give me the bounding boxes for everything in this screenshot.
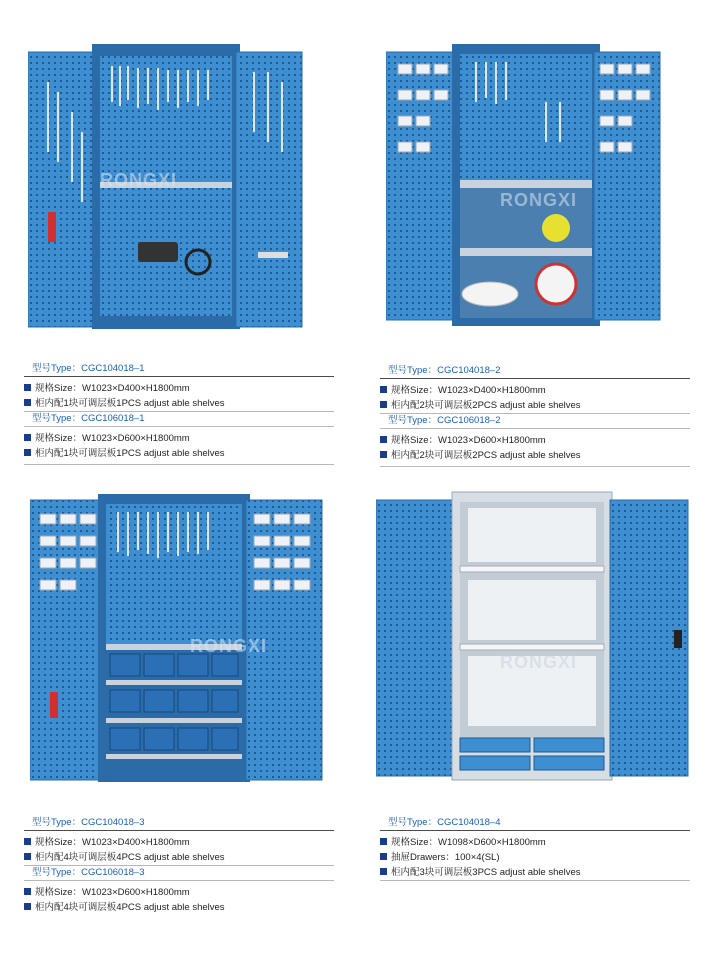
spec-shelves: 柜内配3块可调层板3PCS adjust able shelves	[380, 865, 690, 880]
bullet-icon	[24, 903, 31, 910]
bullet-icon	[24, 399, 31, 406]
bullet-icon	[24, 449, 31, 456]
divider	[24, 464, 334, 465]
spec-shelves: 柜内配2块可调层板2PCS adjust able shelves	[380, 448, 690, 463]
spec-shelves: 柜内配2块可调层板2PCS adjust able shelves	[380, 398, 690, 413]
bullet-icon	[380, 386, 387, 393]
model-label: 型号Type：CGC106018–1	[32, 413, 145, 424]
watermark-logo: RONGXI	[190, 636, 268, 656]
cabinet-image-2	[386, 42, 666, 327]
product-info-2	[380, 364, 690, 467]
bullet-icon	[380, 436, 387, 443]
spec-size: 规格Size：W1098×D600×H1800mm	[380, 835, 690, 850]
bullet-icon	[24, 838, 31, 845]
watermark-logo: RONGXI	[100, 170, 178, 190]
model-label: 型号Type：CGC104018–4	[388, 817, 501, 828]
bullet-icon	[380, 838, 387, 845]
spec-size: 规格Size：W1023×D400×H1800mm	[24, 381, 334, 396]
model-label: 型号Type：CGC104018–1	[32, 363, 145, 374]
bullet-icon	[380, 451, 387, 458]
divider	[380, 466, 690, 467]
bullet-icon	[24, 434, 31, 441]
model-label: 型号Type：CGC106018–2	[388, 415, 501, 426]
model-label: 型号Type：CGC104018–3	[32, 817, 145, 828]
spec-size: 规格Size：W1023×D400×H1800mm	[380, 383, 690, 398]
spec-shelves: 柜内配1块可调层板1PCS adjust able shelves	[24, 396, 334, 411]
bullet-icon	[380, 401, 387, 408]
cabinet-image-3	[30, 492, 325, 784]
spec-size: 规格Size：W1023×D400×H1800mm	[24, 835, 334, 850]
spec-size: 规格Size：W1023×D600×H1800mm	[380, 433, 690, 448]
spec-shelves: 柜内配4块可调层板4PCS adjust able shelves	[24, 850, 334, 865]
model-label: 型号Type：CGC104018–2	[388, 365, 501, 376]
cabinet-image-4	[376, 490, 690, 782]
spec-drawers: 抽屉Drawers：100×4(SL)	[380, 850, 690, 865]
spec-shelves: 柜内配4块可调层板4PCS adjust able shelves	[24, 900, 334, 915]
bullet-icon	[24, 853, 31, 860]
bullet-icon	[380, 853, 387, 860]
bullet-icon	[24, 384, 31, 391]
spec-shelves: 柜内配1块可调层板1PCS adjust able shelves	[24, 446, 334, 461]
spec-size: 规格Size：W1023×D600×H1800mm	[24, 431, 334, 446]
spec-size: 规格Size：W1023×D600×H1800mm	[24, 885, 334, 900]
model-label: 型号Type：CGC106018–3	[32, 867, 145, 878]
bullet-icon	[380, 868, 387, 875]
watermark-logo: RONGXI	[500, 652, 578, 672]
watermark-logo: RONGXI	[500, 190, 578, 210]
product-info-1	[24, 362, 334, 465]
product-info-3	[24, 816, 334, 915]
divider	[380, 880, 690, 881]
product-info-4	[380, 816, 690, 881]
bullet-icon	[24, 888, 31, 895]
